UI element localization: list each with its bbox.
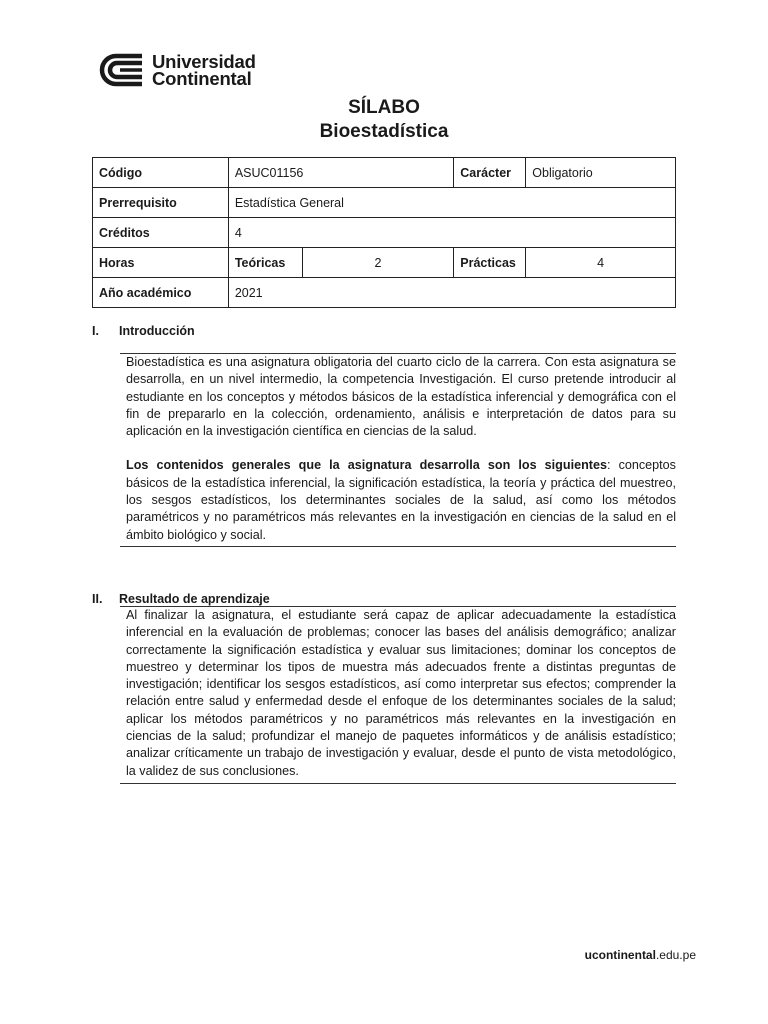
table-row	[93, 278, 676, 308]
continental-logo-icon	[98, 52, 144, 88]
creditos-label: Créditos	[93, 218, 229, 248]
introduccion-paragraph-1: Bioestadística es una asignatura obligatoria del cuarto ciclo de la carrera. Con esta asignatura se desarrolla, en un nivel intermedio, la competencia Investigación. El curso pretende introducir al estudiante en los conceptos y métodos básicos de la estadística inferencial y demográfica con el fin de prepararlo en la colección, ordenamiento, análisis e interpretación de datos para su aplicación en la investigación científica en ciencias de la salud.	[126, 355, 676, 439]
section-title: Resultado de aprendizaje	[119, 592, 270, 606]
practicas-value: 4	[526, 248, 676, 278]
anio-label: Año académico	[93, 278, 229, 308]
contenidos-text: : conceptos básicos de la estadística inferencial, la significación estadística, la teoría y práctica del muestreo, los sesgos estadísticos, los determinantes sociales de la salud, así como los métodos paramétricos y no paramétricos más relevantes en la investigación en ciencias de la salud en el ámbito biológico y social.	[126, 458, 676, 542]
caracter-value: Obligatorio	[526, 158, 676, 188]
teoricas-value: 2	[302, 248, 454, 278]
codigo-value: ASUC01156	[228, 158, 453, 188]
creditos-value: 4	[228, 218, 675, 248]
course-info-table	[92, 157, 676, 308]
brand-line1: Universidad	[152, 51, 256, 72]
codigo-label: Código	[93, 158, 229, 188]
table-row	[93, 218, 676, 248]
caracter-label: Carácter	[454, 158, 526, 188]
page-title	[0, 96, 768, 144]
title-course: Bioestadística	[319, 121, 449, 142]
section-title: Introducción	[119, 324, 195, 338]
contenidos-bold-lead: Los contenidos generales que la asignatura desarrolla son los siguientes	[126, 458, 607, 473]
introduccion-box	[120, 353, 676, 547]
practicas-label: Prácticas	[454, 248, 526, 278]
footer-domain	[585, 948, 696, 962]
teoricas-label: Teóricas	[228, 248, 302, 278]
anio-value: 2021	[228, 278, 675, 308]
table-row	[93, 248, 676, 278]
prerrequisito-label: Prerrequisito	[93, 188, 229, 218]
section-resultado-heading	[92, 592, 270, 606]
table-row	[93, 188, 676, 218]
resultado-paragraph: Al finalizar la asignatura, el estudiante será capaz de aplicar adecuadamente la estadística inferencial en la evaluación de problemas; conocer las bases del análisis demográfico; analizar correctamente la significación estadística y evaluar sus limitaciones; dominar los conceptos de muestreo y determinar los tipos de muestra más adecuados frente a distintas preguntas de investigación; identificar los sesgos estadísticos, así como interpretar sus efectos; comprender la relación entre salud y enfermedad desde el enfoque de los determinantes sociales de la salud; aplicar los métodos paramétricos y no paramétricos más relevantes en la investigación en ciencias de la salud; profundizar el manejo de paquetes informáticos y de análisis estadístico; analizar críticamente un trabajo de investigación y evaluar, desde el punto de vista metodológico, la validez de sus conclusiones.	[126, 608, 676, 778]
introduccion-paragraph-2	[126, 457, 676, 543]
footer-domain-suffix: .edu.pe	[655, 948, 696, 962]
prerrequisito-value: Estadística General	[228, 188, 675, 218]
footer-domain-bold: ucontinental	[584, 948, 656, 962]
section-number: II.	[92, 592, 103, 606]
section-number: I.	[92, 324, 99, 338]
university-logo	[98, 52, 256, 88]
horas-label: Horas	[93, 248, 229, 278]
title-silabo: SÍLABO	[348, 97, 420, 118]
section-introduccion-heading	[92, 324, 195, 338]
brand-line2: Continental	[152, 68, 252, 89]
table-row	[93, 158, 676, 188]
resultado-box	[120, 606, 676, 784]
